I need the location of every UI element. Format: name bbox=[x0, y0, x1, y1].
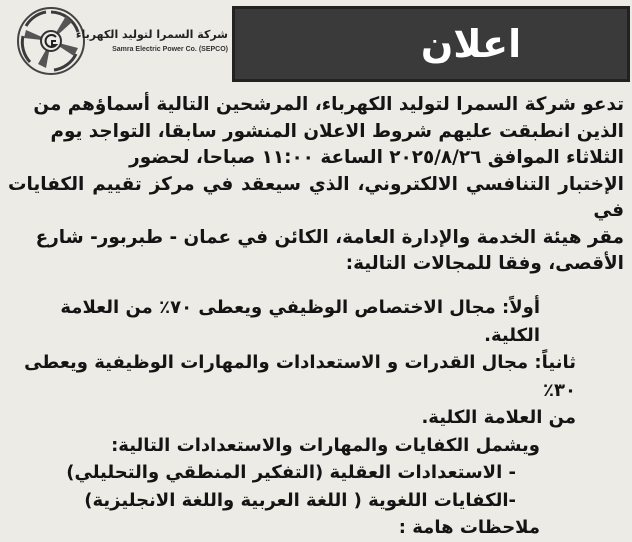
logo-name-arabic: شركة السمرا لتوليد الكهرباء bbox=[75, 28, 228, 41]
body-line: الإختبار التنافسي الالكتروني، الذي سيعقد في مركز تقييم الكفايات في bbox=[8, 173, 624, 221]
competencies-heading: ويشمل الكفايات والمهارات والاستعدادات التالية: bbox=[111, 434, 540, 456]
announcement-title: اعلان bbox=[420, 22, 522, 66]
company-logo bbox=[6, 6, 228, 84]
announcement-body bbox=[8, 92, 624, 278]
field-item-first: أولاً: مجال الاختصاص الوظيفي ويعطى ٧٠٪ من العلامة الكلية. bbox=[60, 297, 540, 346]
body-line: الذين انطبقت عليهم شروط الاعلان المنشور سابقا، التواجد يوم bbox=[50, 120, 624, 142]
body-line: مقر هيئة الخدمة والإدارة العامة، الكائن في عمان - طبربور- شارع bbox=[35, 226, 624, 248]
field-item-second-cont: من العلامة الكلية. bbox=[421, 407, 576, 428]
exam-fields-list bbox=[10, 294, 580, 542]
body-line: الثلاثاء الموافق ٢٠٢٥/٨/٢٦ الساعة ١١:٠٠ صباحا، لحضور bbox=[129, 147, 624, 168]
body-line: تدعو شركة السمرا لتوليد الكهرباء، المرشحين التالية أسماؤهم من bbox=[33, 94, 624, 115]
announcement-title-box bbox=[232, 6, 630, 82]
field-item-second: ثانياً: مجال القدرات و الاستعدادات والمهارات الوظيفية ويعطى ٣٠٪ bbox=[24, 352, 576, 401]
important-notes-heading: ملاحظات هامة : bbox=[398, 517, 540, 538]
competency-language: -الكفايات اللغوية ( اللغة العربية واللغة الانجليزية) bbox=[84, 489, 516, 511]
logo-name-english: Samra Electric Power Co. (SEPCO) bbox=[112, 46, 228, 53]
sepco-logo-icon bbox=[16, 6, 86, 76]
body-line: الأقصى، وفقا للمجالات التالية: bbox=[345, 253, 624, 274]
header bbox=[0, 0, 632, 92]
competency-mental: - الاستعدادات العقلية (التفكير المنطقي والتحليلي) bbox=[66, 462, 516, 483]
